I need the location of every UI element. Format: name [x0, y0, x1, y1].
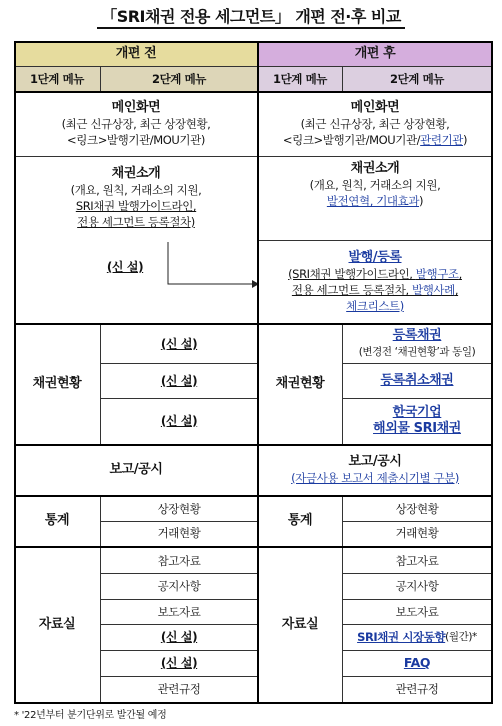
divider [100, 573, 258, 574]
library-after-item-4 [342, 624, 492, 650]
sri-market-trend-note: (월간)* [445, 631, 477, 643]
divider [258, 240, 492, 241]
divider [342, 398, 492, 399]
divider [257, 41, 259, 704]
before-menu1-header: 1단계 메뉴 [14, 66, 100, 91]
report-after-note: (자금사용 보고서 제출시기별 구분) [291, 471, 459, 485]
library-after-item-3: 보도자료 [395, 604, 439, 619]
divider [14, 66, 492, 67]
issue-line2c: , [454, 283, 459, 297]
issue-line2a: 전용 세그먼트 등록절차, [291, 283, 412, 297]
divider [14, 546, 492, 548]
divider [100, 66, 101, 91]
stats-before-item-2: 거래현황 [157, 526, 201, 540]
divider [14, 702, 492, 704]
status-before-item-3: (신 설) [160, 413, 198, 428]
divider [342, 650, 492, 651]
arrow-right-icon [160, 240, 260, 292]
divider [100, 521, 258, 522]
divider [14, 91, 492, 93]
divider [100, 548, 101, 702]
issue-after-line1 [288, 266, 462, 282]
report-after [258, 446, 492, 494]
intro-after-title: 채권소개 [350, 161, 400, 176]
intro-before-title: 채권소개 [111, 166, 161, 181]
main-before [14, 93, 258, 155]
header-before: 개편 전 [14, 42, 258, 66]
divider [342, 325, 343, 444]
library-after-item-1: 참고자료 [395, 553, 439, 568]
library-before-item-6: 관련규정 [157, 682, 201, 696]
header-after: 개편 후 [258, 42, 492, 66]
library-after-item-2: 공지사항 [395, 579, 439, 593]
korean-company-line2: 해외물 SRI채권 [373, 420, 461, 436]
divider [342, 624, 492, 625]
issue-line1c: , [458, 267, 462, 281]
library-before-label: 자료실 [38, 617, 76, 632]
divider [342, 363, 492, 364]
status-before-item-2: (신 설) [160, 373, 198, 388]
divider [14, 156, 492, 157]
issue-line1a: (SRI채권 발행가이드라인, [288, 267, 416, 281]
library-before-item-2: 공지사항 [157, 579, 201, 593]
new-label-issue: (신 설) [106, 260, 144, 274]
main-before-title: 메인화면 [111, 100, 161, 115]
library-after-item-5: FAQ [403, 655, 431, 670]
status-after-item-2: 등록취소채권 [380, 372, 454, 388]
stats-after-label: 통계 [287, 513, 313, 528]
divider [342, 497, 343, 546]
main-after-line2c: ) [463, 133, 468, 147]
sri-market-trend: SRI채권 시장동향 [357, 630, 446, 644]
status-after-label: 채권현황 [275, 376, 325, 391]
before-menu2-header: 2단계 메뉴 [100, 66, 258, 91]
after-menu1-header: 1단계 메뉴 [258, 66, 342, 91]
main-after [258, 93, 492, 155]
divider [100, 650, 258, 651]
stats-before-item-1: 상장현황 [157, 502, 201, 516]
registered-bonds: 등록채권 [392, 328, 442, 343]
report-before: 보고/공시 [109, 462, 163, 477]
library-before-item-1: 참고자료 [157, 553, 201, 568]
divider [100, 676, 258, 677]
intro-after [258, 157, 492, 239]
issue-line1b: 발행구조 [415, 267, 459, 281]
page-title: 「SRI채권 전용 세그먼트」 개편 전·후 비교 [0, 4, 502, 27]
status-before-label: 채권현황 [32, 376, 82, 391]
divider [100, 497, 101, 546]
intro-after-line2 [327, 193, 423, 209]
main-after-line2a: <링크>발행기관/MOU기관/ [282, 133, 421, 147]
status-before-item-1: (신 설) [160, 337, 198, 351]
divider [14, 41, 492, 43]
divider [100, 363, 258, 364]
stats-before-label: 통계 [44, 513, 70, 528]
main-after-line2 [283, 132, 467, 148]
divider [100, 398, 258, 399]
intro-before-line1: (개요, 원칙, 거래소의 지원, [70, 183, 202, 197]
report-after-title: 보고/공시 [348, 454, 402, 469]
main-after-title: 메인화면 [350, 100, 400, 115]
issue-after-title: 발행/등록 [348, 250, 402, 265]
main-after-line1: (최근 신규상장, 최근 상장현황, [300, 117, 450, 131]
issue-line2b: 발행사례 [412, 283, 455, 297]
stats-after-item-2: 거래현황 [395, 526, 439, 540]
stats-after-item-1: 상장현황 [395, 502, 439, 516]
library-after-item-6: 관련규정 [395, 682, 439, 696]
registered-bonds-note: (변경전 ‘채권현황’과 동일) [358, 346, 476, 358]
after-menu2-header: 2단계 메뉴 [342, 66, 492, 91]
divider [342, 521, 492, 522]
intro-before [14, 157, 258, 239]
library-before-item-5: (신 설) [160, 656, 198, 670]
library-before-item-3: 보도자료 [157, 604, 201, 619]
divider [100, 624, 258, 625]
divider [100, 325, 101, 444]
divider [14, 323, 492, 325]
intro-after-new-items: 발전연혁, 기대효과 [326, 194, 420, 208]
divider [100, 599, 258, 600]
divider [14, 495, 492, 497]
divider [491, 41, 493, 704]
status-after-item-1 [342, 325, 492, 363]
divider [342, 66, 343, 91]
main-before-line1: (최근 신규상장, 최근 상장현황, [61, 117, 211, 131]
divider [342, 599, 492, 600]
divider [342, 676, 492, 677]
divider [342, 548, 343, 702]
divider [14, 41, 16, 704]
issue-after-line3: 체크리스트) [346, 299, 404, 313]
issue-after [258, 242, 492, 322]
korean-company-line1: 한국기업 [392, 404, 442, 420]
library-after-label: 자료실 [281, 617, 319, 632]
footnote: * '22년부터 분기단위로 발간될 예정 [14, 710, 167, 721]
intro-after-line2b: ) [419, 194, 424, 208]
divider [14, 444, 492, 446]
main-before-line2: <링크>발행기관/MOU기관) [67, 133, 205, 147]
issue-after-line2 [292, 282, 458, 298]
divider [342, 573, 492, 574]
intro-before-line3: 전용 세그먼트 등록절차) [77, 215, 195, 229]
related-org-link: 관련기관 [420, 133, 464, 147]
status-after-item-3 [342, 398, 492, 443]
intro-after-line1: (개요, 원칙, 거래소의 지원, [309, 178, 441, 192]
intro-before-line2: SRI채권 발행가이드라인, [75, 199, 197, 213]
library-before-item-4: (신 설) [160, 630, 198, 644]
